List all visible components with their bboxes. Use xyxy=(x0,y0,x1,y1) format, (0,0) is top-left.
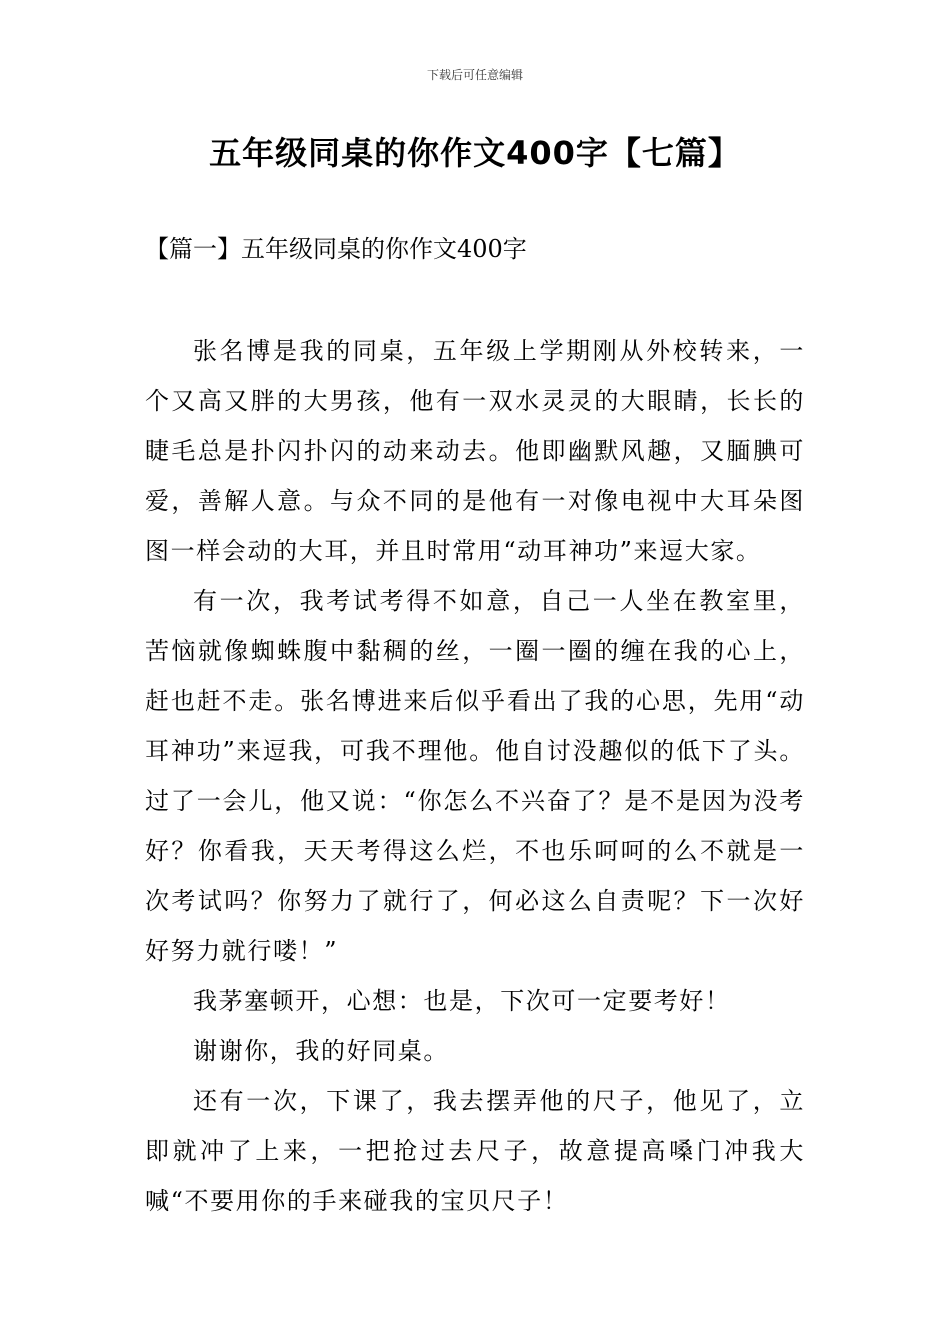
paragraph: 还有一次，下课了，我去摆弄他的尺子，他见了，立即就冲了上来，一把抢过去尺子，故意提高嗓门冲我大喊“不要用你的手来碰我的宝贝尺子！ xyxy=(145,1087,805,1215)
document-title: 五年级同桌的你作文400字【七篇】 xyxy=(209,134,741,172)
paragraph: 有一次，我考试考得不如意，自己一人坐在教室里，苦恼就像蜘蛛腹中黏稠的丝，一圈一圈的缠在我的心上，赶也赶不走。张名博进来后似乎看出了我的心思，先用“动耳神功”来逗我，可我不理他。他自讨没趣似的低下了头。过了一会儿，他又说：“你怎么不兴奋了？是不是因为没考好？你看我，天天考得这么烂，不也乐呵呵的么不就是一次考试吗？你努力了就行了，何必这么自责呢？下一次好好努力就行喽！” xyxy=(145,587,805,965)
paragraph: 谢谢你，我的好同桌。 xyxy=(193,1037,449,1065)
section-heading: 【篇一】五年级同桌的你作文400字 xyxy=(145,235,527,263)
download-note: 下载后可任意编辑 xyxy=(426,68,523,82)
paragraph: 我茅塞顿开，心想：也是，下次可一定要考好！ xyxy=(193,987,731,1015)
essay-body xyxy=(145,326,805,1226)
paragraph: 张名博是我的同桌，五年级上学期刚从外校转来，一个又高又胖的大男孩，他有一双水灵灵的大眼睛，长长的睫毛总是扑闪扑闪的动来动去。他即幽默风趣，又腼腆可爱，善解人意。与众不同的是他有一对像电视中大耳朵图图一样会动的大耳，并且时常用“动耳神功”来逗大家。 xyxy=(145,337,805,565)
